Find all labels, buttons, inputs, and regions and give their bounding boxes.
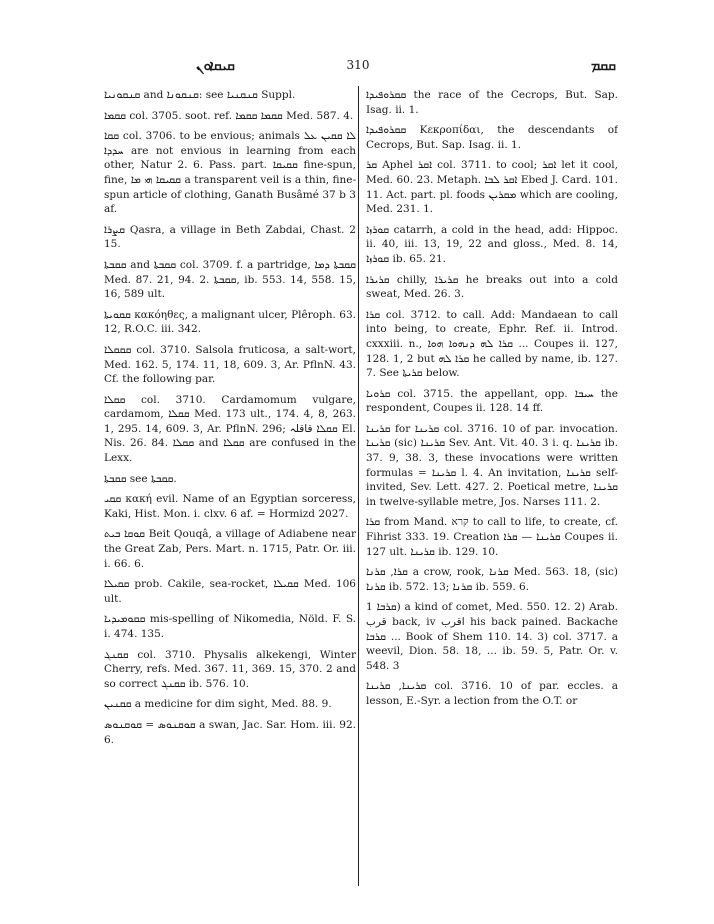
dictionary-entry: ܩܩܒܬܐ and ܩܩܒܬܐ col. 3709. f. a partridge, ܩܩܒܬܐ ܕܡܐ Med. 87. 21, 94. 2. ܩܩܒܬܐ, ib. 553. 14, 558. 15, 16, 589 ult. xyxy=(104,258,356,301)
dictionary-entry: ܩܪܝܢܐ, ܩܪܝܢܐ col. 3716. 10 of par. eccles. a lesson, E.-Syr. a lection from the O.T. or xyxy=(366,680,618,707)
dictionary-entry: ܩܩܘܡܝܕܝܐ mis-spelling of Nikomedia, Nöld. F. S. i. 474. 135. xyxy=(104,613,356,640)
left-column xyxy=(104,88,356,878)
dictionary-entry: ܩܪ Aphel ܐܩܪ col. 3711. to cool; ܐܩܪ let it cool, Med. 60. 23. Metaph. ܐܩܪ ܠܒܐ Ebed J. Card. 101. 11. Act. part. pl. foods ܡܩܪܝܢ which are cooling, Med. 231. 1. xyxy=(366,159,618,216)
dictionary-entry: ܩܘܪܙܐ catarrh, a cold in the head, add: Hippoc. ii. 40, iii. 13, 19, 22 and gloss., Med. 8. 14, ܩܘܪܙܐ ib. 65. 21. xyxy=(366,223,618,265)
dictionary-entry: ܩܨܪܐ Qasra, a village in Beth Zabdai, Chast. 2 15. xyxy=(104,223,356,251)
dictionary-entry: ܩܪܐ from Mand. קרא to call to life, to create, cf. Fihrist 333. 19. Creation ܩܪܝܢܐ — ܩܪܐ Coupes ii. 127 ult. ܩܪܝܢܐ ib. 129. 10. xyxy=(366,516,618,558)
dictionary-entry: ܩܩܒܬܐ see ܩܩܒܬܐ. xyxy=(104,472,177,485)
dictionary-entry: ܩܘܩܢܘܣ = ܩܘܩܢܘܣ a swan, Jac. Sar. Hom. iii. 92. 6. xyxy=(104,718,356,746)
dictionary-entry: ܩܪܝܢܐ for ܩܪܝܢܐ col. 3716. 10 of par. invocation. ܩܪܝܢܐ (sic) ܩܪܝܢܐ Sev. Ant. Vit. 40. 3 i. q. ܩܪܝܢܐ ib. 37. 9, 38. 3, these invocations were written formulas = ܩܪܝܢܐ l. 4. An invitation, ܩܪܝܢܐ self-invited, Sev. Lett. 427. 2. Poetical metre, ܩܪܝܢܐ in twelve-syllable metre, Jos. Narses 111. 2. xyxy=(366,422,618,508)
running-head-left: ܩܝܩܐܘܢ xyxy=(196,58,235,74)
dictionary-entry: ܩܪܐ col. 3712. to call. Add: Mandaean to call into being, to create, Ephr. Ref. ii. Introd. cxxxiii. n., ܩܪܐ ܠܗ ܕܢܗܘܐ ܗܘܐ ... Coupes ii. 127, 128. 1, 2 but ܩܪܐ ܠܗ he called by name, ib. 127. 7. See ܩܪܝܬܐ below. xyxy=(366,308,618,380)
column-divider xyxy=(358,86,359,886)
dictionary-entry: ܩܩܩܠܐ col. 3710. Salsola fruticosa, a salt-wort, Med. 162. 5, 174. 11, 18, 609. 3, Ar. PflnN. 43. Cf. the following par. xyxy=(104,343,356,386)
dictionary-entry: ܩܩܠܐ col. 3710. Cardamomum vulgare, cardamom, ܩܩܠܐ Med. 173 ult., 174. 4, 8, 263. 1, 295. 14, 609. 3, Ar. PflnN. 296; ܩܩܠܐ قاقلہ El. Nis. 26. 84. ܩܩܠܐ and ܩܩܠܐ are confused in the Lexx. xyxy=(104,393,356,465)
dictionary-entry: ܩܩܡܐ col. 3705. soot. ref. ܩܩܡܐ ܩܩܡܐ Med. 587. 4. xyxy=(104,109,354,122)
dictionary-entry: ܩܩܪܘܦܝܕܐ the race of the Cecrops, But. Sap. Isag. ii. 1. xyxy=(366,89,618,116)
dictionary-entry: ܩܩܪܘܦܝܕܐ Κεκροπίδαι, the descendants of Cecrops, But. Sap. Isag. ii. 1. xyxy=(366,124,618,151)
page-number: 310 xyxy=(346,58,370,72)
dictionary-entry: ܩܩܝܠܐ prob. Cakile, sea-rocket, ܩܩܝܠܐ Med. 106 ult. xyxy=(104,578,356,605)
dictionary-entry: ܩܩܘܝܬܐ κακόηθες, a malignant ulcer, Plêroph. 63. 12, R.O.C. iii. 342. xyxy=(104,308,356,336)
running-head-right: ܩܩܡ xyxy=(590,58,616,74)
dictionary-entry: ܩܪܒܐ 1) a kind of comet, Med. 550. 12. 2) Arab. قرب back, iv اقرب his back pained. Backache ܩܪܒܐ ... Book of Shem 110. 14. 3) col. 3717. a weevil, Dion. 58. 18, ... ib. 59. 5, Patr. Or. v. 548. 3 xyxy=(366,601,618,672)
dictionary-entry: ܩܢܩܘܢܝܐ and ܩܢܩܘܢܐ: see ܩܢܩܢܝܐ Suppl. xyxy=(104,89,296,101)
dictionary-entry: ܩܪܐ, ܩܪܢܐ a crow, rook, ܩܪܢܐ Med. 563. 18, (sic) ܩܪܢܐ ib. 572. 13; ܩܪܢܐ ib. 559. 6. xyxy=(366,566,618,593)
dictionary-entry: ܩܩܢܓ col. 3710. Physalis alkekengi, Winter Cherry, refs. Med. 367. 11, 369. 15, 370. 2 and so correct ܩܩܢܓ ib. 576. 10. xyxy=(104,648,356,690)
right-column xyxy=(366,88,618,878)
page-header xyxy=(100,58,616,78)
dictionary-entry: ܩܘܩܐ ܒܝܬ Beit Qouqâ, a village of Adiabene near the Great Zab, Pers. Mart. n. 1715, Patr. Or. iii. i. 66. 6. xyxy=(104,528,356,570)
dictionary-entry: ܩܩܝ κακή evil. Name of an Egyptian sorceress, Kaki, Hist. Mon. i. clxv. 6 af. = Hormizd 2027. xyxy=(104,493,356,520)
dictionary-entry: ܩܩܢܝܢ a medicine for dim sight, Med. 88. 9. xyxy=(104,698,332,711)
dictionary-entry: ܩܪܝܪܐ chilly, ܩܪܝܪܐ he breaks out into a cold sweat, Med. 26. 3. xyxy=(366,273,618,301)
dictionary-entry: ܩܪܘܝܐ col. 3715. the appellant, opp. ܚܝܒܐ the respondent, Coupes ii. 128. 14 ff. xyxy=(366,387,618,415)
dictionary-entry: ܩܩܐ col. 3706. to be envious; animals ܠܐ ܩܩܝܢ ܥܠ ܚܕܕܐ are not envious in learning from each other, Natur 2. 6. Pass. part. ܩܩܝܩܐ fine-spun, fine, ܩܩܝܩܐ ܗܝ ܡܐ a transparent veil is a thin, fine-spun article of clothing, Ganath Busâmé 37 b 3 af. xyxy=(104,130,356,216)
